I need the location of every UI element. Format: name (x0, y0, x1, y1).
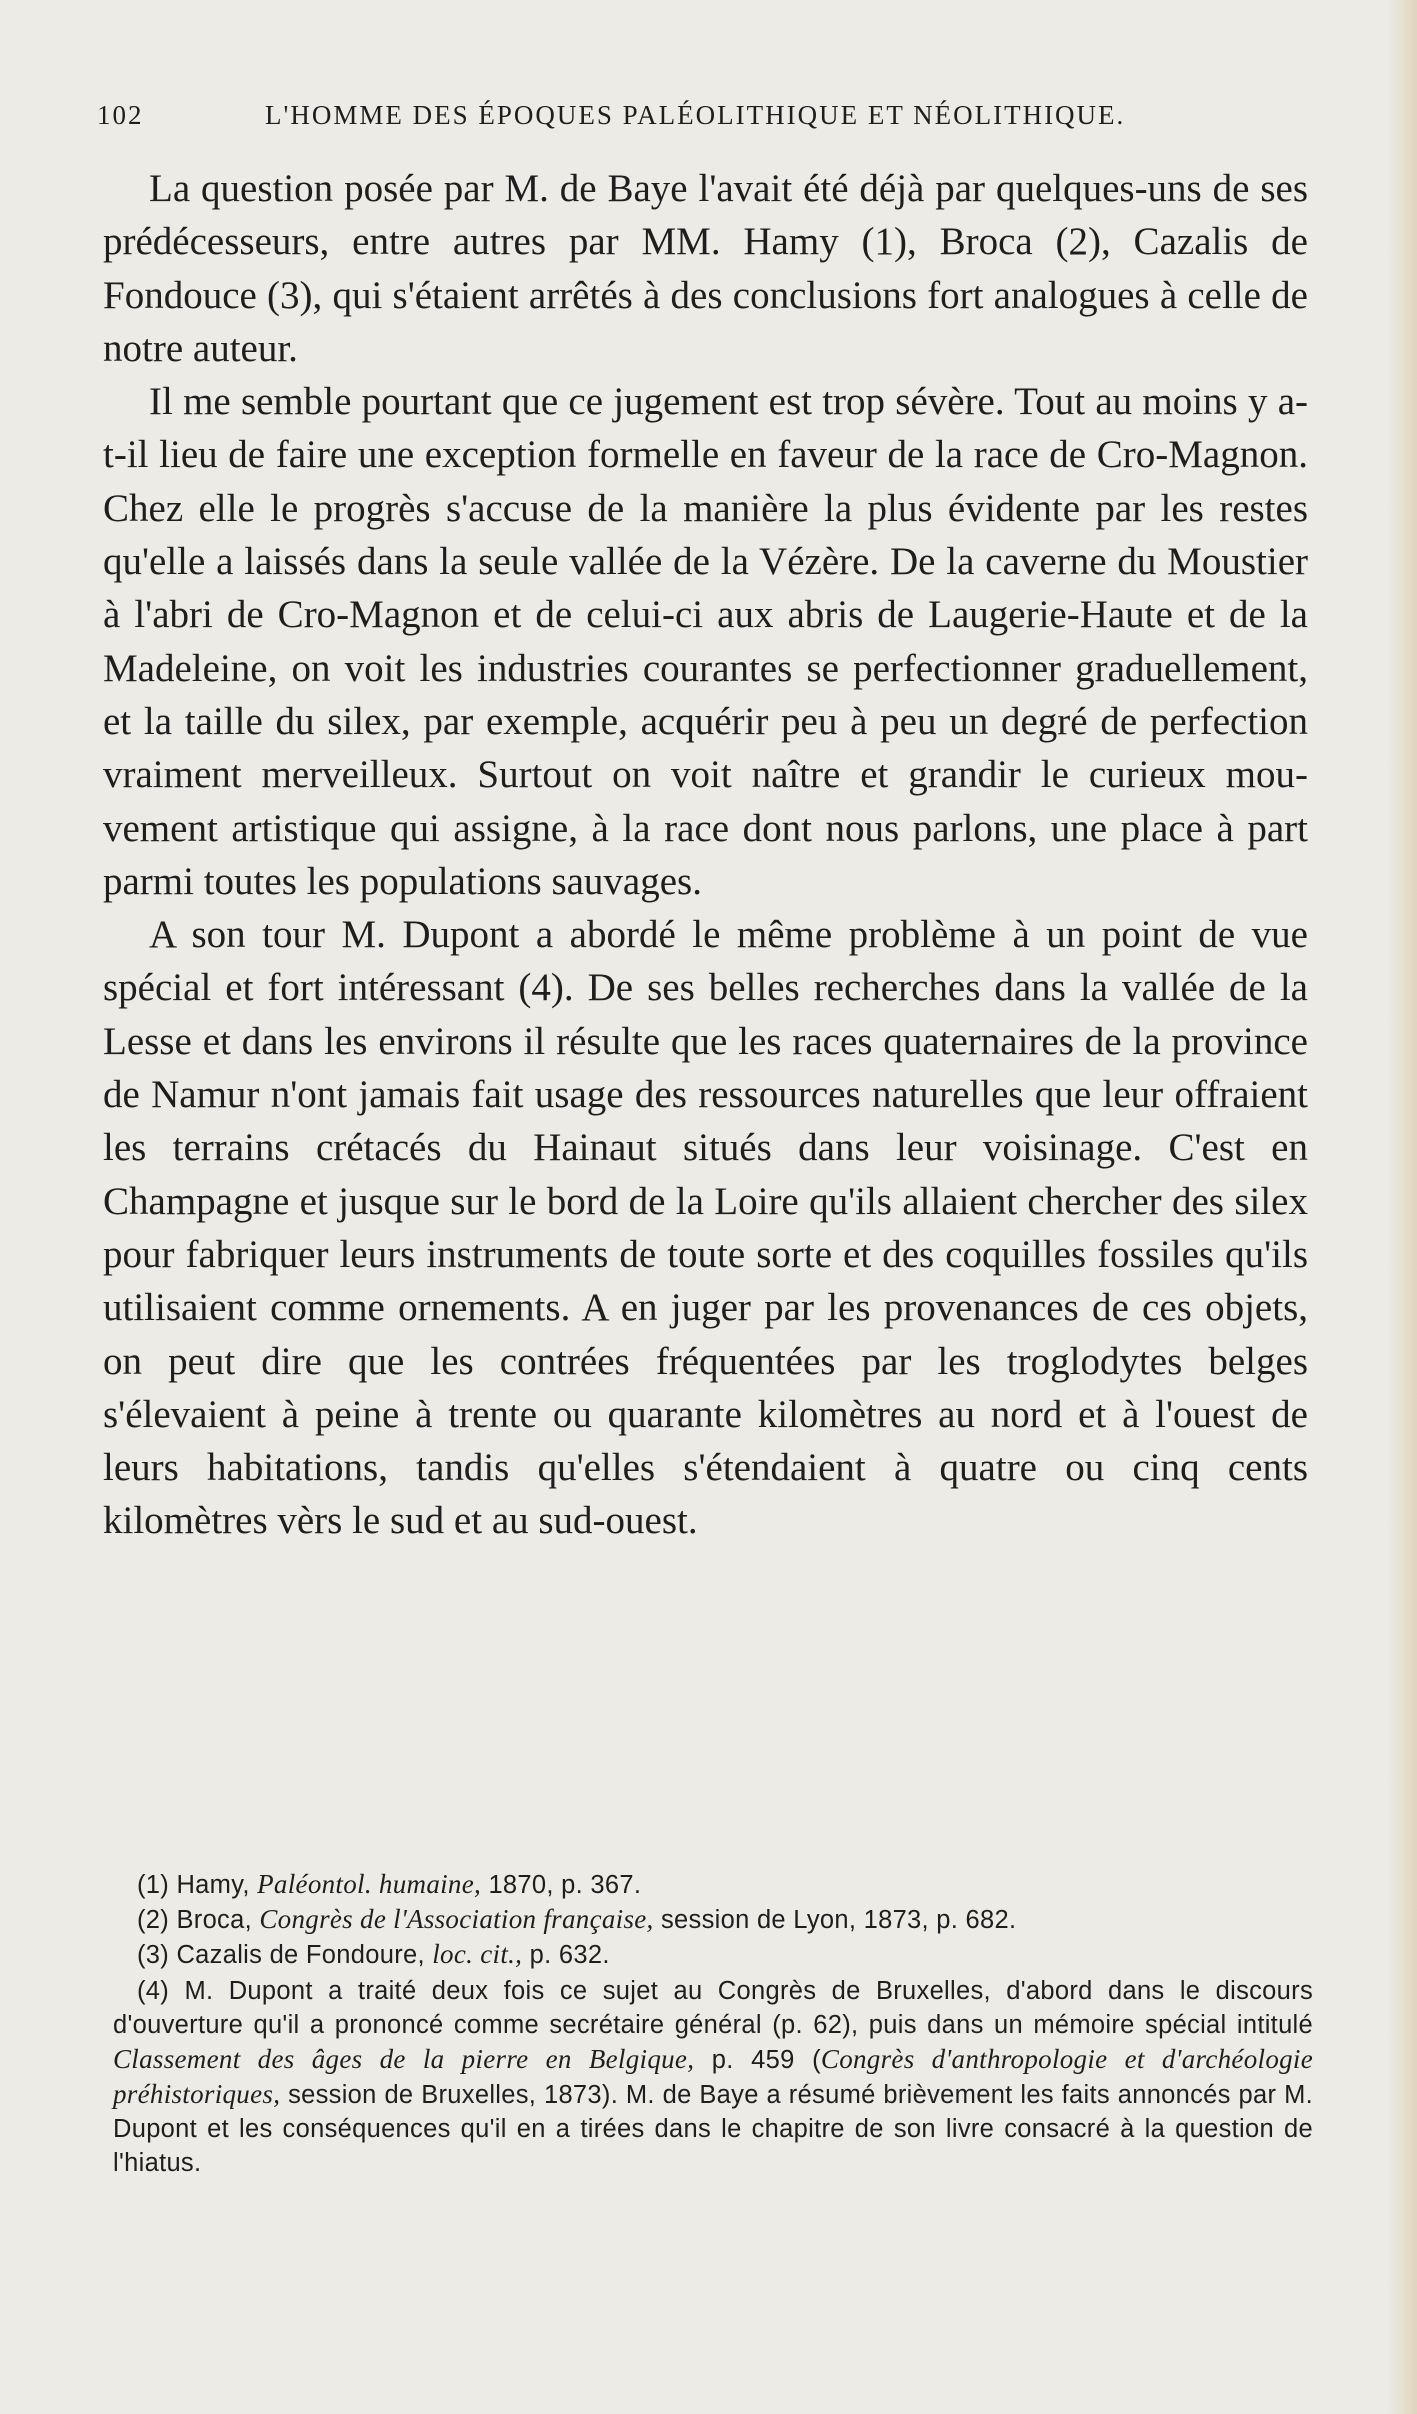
page-edge-shadow (1387, 0, 1417, 2414)
footnote-text: p. 632. (529, 1941, 610, 1969)
footnote-title: loc. cit., (432, 1939, 523, 1969)
footnote-text: session de Lyon, 1873, p. 682. (661, 1906, 1017, 1934)
footnotes (113, 1867, 1313, 2180)
footnote-author: Hamy, (176, 1871, 250, 1899)
footnote-title: Congrès d'anthropologie et d'archéologie préhistoriques, (113, 2044, 1314, 2109)
footnote-author: Cazalis de Fondoure, (176, 1941, 425, 1969)
paragraph-3: A son tour M. Dupont a abordé le même problème à un point de vue spécial et fort intéressant (4). De ses belles recherches dans la vallée de la Lesse et dans les environs il résulte que les races quaternaires de la province de Namur n'ont jamais fait usage des ressources naturelles que leur offraient les terrains crétacés du Hainaut situés dans leur voisinage. C'est en Champagne et jusque sur le bord de la Loire qu'ils allaient chercher des silex pour fabriquer leurs instruments de toute sorte et des coquilles fossiles qu'ils utilisaient comme ornements. A en juger par les provenances de ces objets, on peut dire que les contrées fréquentées par les troglodytes belges s'élevaient à peine à trente ou quarante kilomètres au nord et à l'ouest de leurs habitations, tandis qu'elles s'étendaient à quatre ou cinq cents kilomètres vèrs le sud et au sud-ouest. (103, 913, 1308, 1543)
footnote-number: (1) (137, 1871, 170, 1899)
paragraph-2: Il me semble pourtant que ce jugement est trop sévère. Tout au moins y a-t-il lieu de faire une exception formelle en faveur de la race de Cro-Magnon. Chez elle le progrès s'accuse de la manière la plus évidente par les restes qu'elle a laissés dans la seule vallée de la Vézère. De la caverne du Moustier à l'abri de Cro-Magnon et de celui-ci aux abris de Laugerie-Haute et de la Madeleine, on voit les industries courantes se perfectionner graduellement, et la taille du silex, par exemple, acquérir peu à peu un degré de perfection vraiment merveilleux. Surtout on voit naître et grandir le curieux mouvement artistique qui assigne, à la race dont nous parlons, une place à part parmi toutes les populations sauvages. (103, 380, 1308, 903)
footnote-title: Classement des âges de la pierre en Belgique, (113, 2044, 695, 2074)
footnote-author: Broca, (176, 1906, 252, 1934)
running-title: L'HOMME DES ÉPOQUES PALÉOLITHIQUE ET NÉOLITHIQUE. (265, 100, 1126, 130)
page-number: 102 (97, 100, 144, 130)
footnote-title: Paléontol. humaine, (257, 1869, 482, 1899)
body-text (103, 162, 1308, 1548)
footnote-text: p. 459 ( (711, 2046, 821, 2074)
paragraph-1: La question posée par M. de Baye l'avait été déjà par quelques-uns de ses prédécesseurs, entre autres par MM. Hamy (1), Broca (2), Cazalis de Fondouce (3), qui s'étaient arrêtés à des conclusions fort analogues à celle de notre auteur. (103, 167, 1308, 370)
footnote-2 (113, 1902, 1313, 1937)
footnote-title: Congrès de l'Association française, (259, 1904, 654, 1934)
footnote-number: (2) (137, 1906, 170, 1934)
footnote-text: M. Dupont a traité deux fois ce sujet au Congrès de Bruxelles, d'abord dans le discours d'ouverture qu'il a prononcé comme secrétaire général (p. 62), puis dans un mémoire spécial intitulé (113, 1977, 1313, 2039)
footnote-4 (113, 1974, 1313, 2180)
footnote-text: session de Bruxelles, 1873). M. de Baye a résumé brièvement les faits annoncés par M. Dupont et les conséquences qu'il en a tirées dans le chapitre de son livre consacré à la question de l'hiatus. (113, 2081, 1314, 2177)
footnote-3 (113, 1937, 1313, 1972)
footnote-1 (113, 1867, 1313, 1902)
footnote-text: 1870, p. 367. (488, 1871, 642, 1899)
footnote-number: (4) (137, 1977, 170, 2005)
page-header (97, 100, 1337, 140)
footnote-number: (3) (137, 1941, 170, 1969)
